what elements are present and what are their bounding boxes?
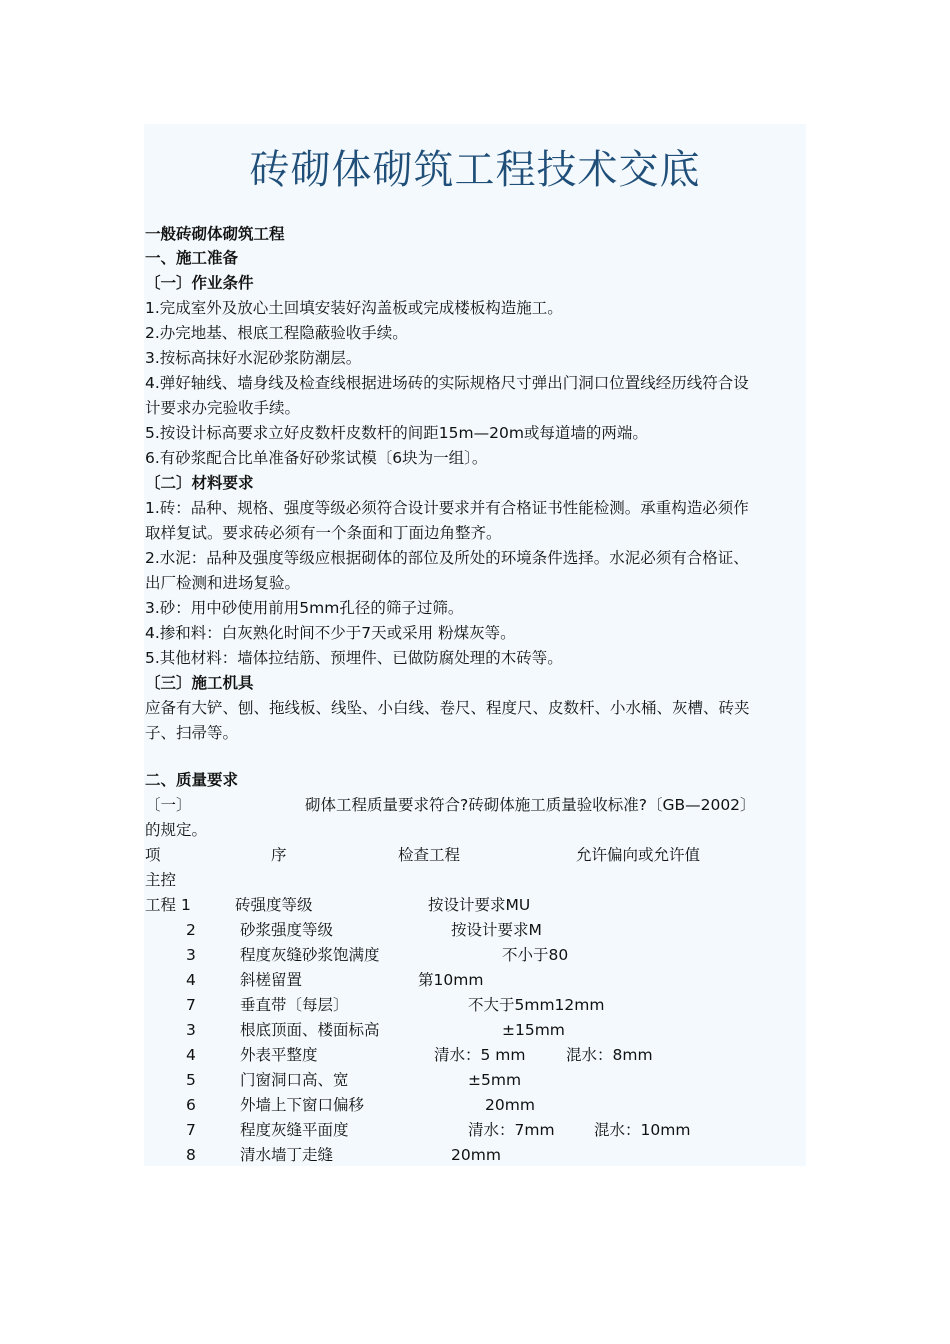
doc-paragraph: 出厂检测和进场复验。 [145,574,301,592]
doc-subheading-materials: 〔二〕材料要求 [145,474,254,492]
table-cell-item: 垂直带〔每层〕 [240,996,349,1014]
table-cell-value-2: 混水：8mm [566,1046,653,1064]
table-cell-num: 3 [186,946,196,964]
doc-item-label: 〔一〕 [145,796,192,814]
table-cell-item: 清水墙丁走缝 [240,1146,334,1164]
doc-heading-preparation: 一、施工准备 [145,249,239,267]
table-header-cell: 项 [145,846,161,864]
table-cell-item: 程度灰缝砂浆饱满度 [240,946,380,964]
table-cell-value: 20mm [485,1096,535,1114]
document-title: 砖砌体砌筑工程技术交底 [249,147,701,193]
table-cell-item: 外墙上下窗口偏移 [240,1096,365,1114]
table-group-label: 主控 [145,871,177,889]
table-cell-item: 砂浆强度等级 [240,921,334,939]
table-cell-item: 根底顶面、楼面标高 [240,1021,380,1039]
doc-paragraph: 2.水泥：品种及强度等级应根据砌体的部位及所处的环境条件选择。水泥必须有合格证、 [145,549,749,567]
table-cell-value: 按设计要求M [451,921,542,939]
table-cell-value: 不大于5mm12mm [468,996,605,1014]
doc-paragraph: 1.砖：品种、规格、强度等级必须符合设计要求并有合格证书性能检测。承重构造必须作 [145,499,749,517]
doc-paragraph: 1.完成室外及放心土回填安装好沟盖板或完成楼板构造施工。 [145,299,563,317]
table-cell-num: 4 [186,1046,196,1064]
table-group-label: 工程 [145,896,177,914]
table-cell-item: 外表平整度 [240,1046,318,1064]
doc-item-text: 砌体工程质量要求符合?砖砌体施工质量验收标准?〔GB—2002〕 [305,796,756,814]
table-cell-num: 6 [186,1096,196,1114]
table-header-cell: 允许偏向或允许值 [576,846,701,864]
table-cell-num: 1 [181,896,191,914]
doc-paragraph: 5.其他材料：墙体拉结筋、预埋件、已做防腐处理的木砖等。 [145,649,563,667]
doc-paragraph: 4.弹好轴线、墙身线及检查线根据进场砖的实际规格尺寸弹出门洞口位置线经历线符合设 [145,374,749,392]
table-cell-item: 砖强度等级 [235,896,313,914]
table-cell-item: 程度灰缝平面度 [240,1121,349,1139]
doc-paragraph: 6.有砂浆配合比单准备好砂浆试模〔6块为一组〕。 [145,449,488,467]
table-cell-value-2: 混水：10mm [594,1121,691,1139]
doc-heading-general: 一般砖砌体砌筑工程 [145,225,285,243]
table-cell-item: 门窗洞口高、宽 [240,1071,349,1089]
table-cell-value: 按设计要求MU [428,896,531,914]
doc-subheading-conditions: 〔一〕作业条件 [145,274,254,292]
doc-heading-quality: 二、质量要求 [145,771,239,789]
table-cell-value: 清水：5 mm [434,1046,526,1064]
table-cell-num: 5 [186,1071,196,1089]
table-cell-num: 2 [186,921,196,939]
doc-paragraph: 4.掺和料：白灰熟化时间不少于7天或采用 粉煤灰等。 [145,624,516,642]
table-header-cell: 检查工程 [398,846,461,864]
table-cell-value: ±15mm [502,1021,565,1039]
doc-paragraph: 计要求办完验收手续。 [145,399,301,417]
table-cell-num: 3 [186,1021,196,1039]
doc-paragraph: 3.砂：用中砂使用前用5mm孔径的筛子过筛。 [145,599,464,617]
table-cell-value: 清水：7mm [468,1121,555,1139]
table-cell-value: 20mm [451,1146,501,1164]
table-cell-item: 斜槎留置 [240,971,303,989]
doc-paragraph: 5.按设计标高要求立好皮数杆皮数杆的间距15m—20m或每道墙的两端。 [145,424,648,442]
table-cell-num: 4 [186,971,196,989]
doc-subheading-tools: 〔三〕施工机具 [145,674,254,692]
table-cell-value: ±5mm [468,1071,522,1089]
table-header-cell: 序 [271,846,287,864]
table-cell-value: 第10mm [418,971,484,989]
table-cell-num: 7 [186,1121,196,1139]
doc-item-cont: 的规定。 [145,821,208,839]
doc-paragraph: 应备有大铲、刨、拖线板、线坠、小白线、卷尺、程度尺、皮数杆、小水桶、灰槽、砖夹 [145,699,750,717]
doc-paragraph: 2.办完地基、根底工程隐蔽验收手续。 [145,324,408,342]
doc-paragraph: 取样复试。要求砖必须有一个条面和丁面边角整齐。 [145,524,502,542]
table-cell-value: 不小于80 [502,946,569,964]
table-cell-num: 8 [186,1146,196,1164]
doc-paragraph: 子、扫帚等。 [145,724,239,742]
doc-paragraph: 3.按标高抹好水泥砂浆防潮层。 [145,349,362,367]
table-cell-num: 7 [186,996,196,1014]
